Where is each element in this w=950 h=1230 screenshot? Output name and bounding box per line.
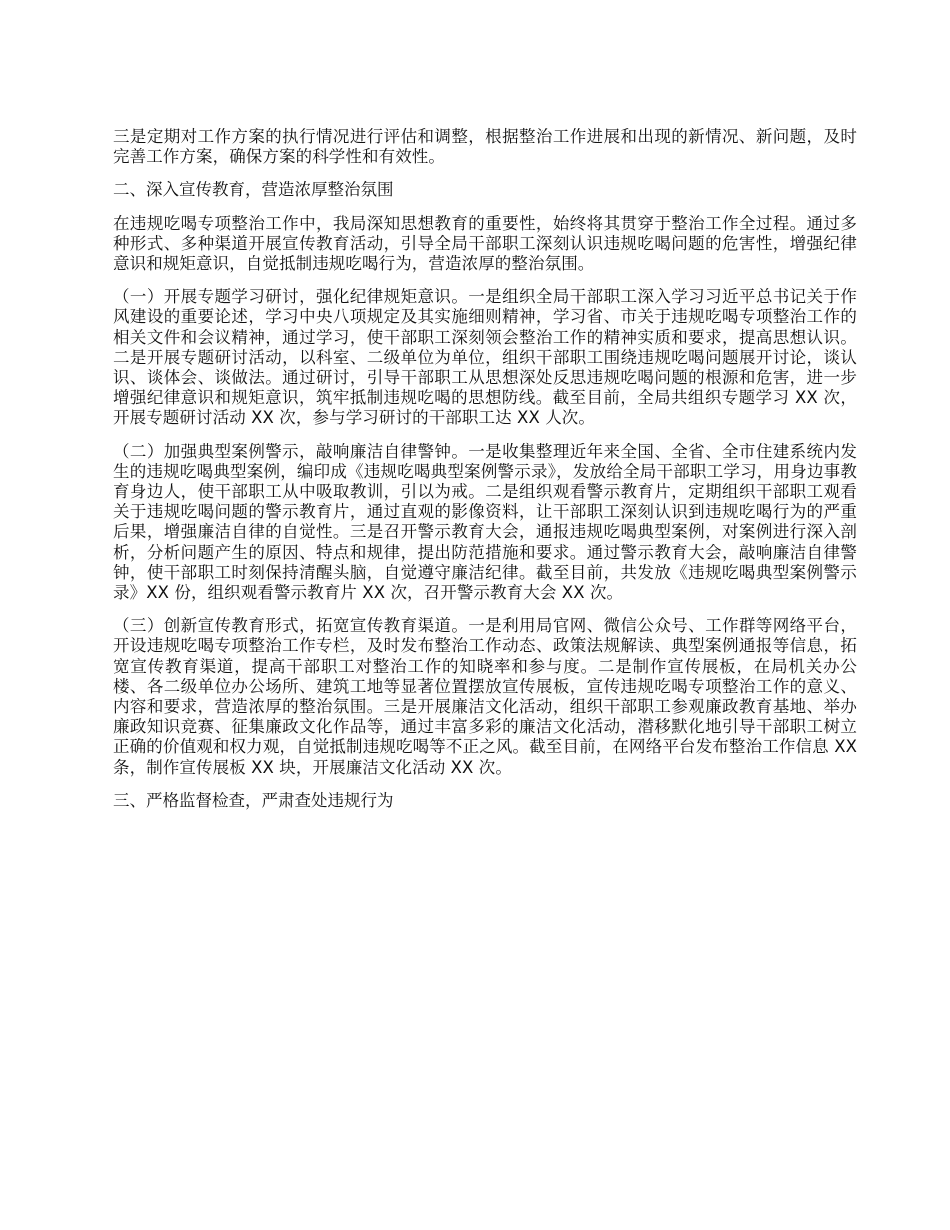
document-page xyxy=(113,127,857,824)
paragraph-study-seminar: （一）开展专题学习研讨，强化纪律规矩意识。一是组织全局干部职工深入学习习近平总书记关于作风建设的重要论述，学习中央八项规定及其实施细则精神，学习省、市关于违规吃喝专项整治工作的相关文件和会议精神，通过学习，使干部职工深刻领会整治工作的精神实质和要求，提高思想认识。二是开展专题研讨活动，以科室、二级单位为单位，组织干部职工围绕违规吃喝问题展开讨论，谈认识、谈体会、谈做法。通过研讨，引导干部职工从思想深处反思违规吃喝问题的根源和危害，进一步增强纪律意识和规矩意识，筑牢抵制违规吃喝的思想防线。截至目前，全局共组织专题学习 XX 次，开展专题研讨活动 XX 次，参与学习研讨的干部职工达 XX 人次。 xyxy=(113,287,857,428)
section-heading-supervision: 三、严格监督检查，严肃查处违规行为 xyxy=(113,790,394,810)
paragraph-plan-evaluation: 三是定期对工作方案的执行情况进行评估和调整，根据整治工作进展和出现的新情况、新问题，及时完善工作方案，确保方案的科学性和有效性。 xyxy=(113,127,857,167)
paragraph-education-intro: 在违规吃喝专项整治工作中，我局深知思想教育的重要性，始终将其贯穿于整治工作全过程。通过多种形式、多种渠道开展宣传教育活动，引导全局干部职工深刻认识违规吃喝问题的危害性，增强纪律意识和规矩意识，自觉抵制违规吃喝行为，营造浓厚的整治氛围。 xyxy=(113,213,857,274)
paragraph-case-warning: （二）加强典型案例警示，敲响廉洁自律警钟。一是收集整理近年来全国、全省、全市住建系统内发生的违规吃喝典型案例，编印成《违规吃喝典型案例警示录》，发放给全局干部职工学习，用身边事教育身边人，使干部职工从中吸取教训，引以为戒。二是组织观看警示教育片，定期组织干部职工观看关于违规吃喝问题的警示教育片，通过直观的影像资料，让干部职工深刻认识到违规吃喝行为的严重后果，增强廉洁自律的自觉性。三是召开警示教育大会，通报违规吃喝典型案例，对案例进行深入剖析，分析问题产生的原因、特点和规律，提出防范措施和要求。通过警示教育大会，敲响廉洁自律警钟，使干部职工时刻保持清醒头脑，自觉遵守廉洁纪律。截至目前，共发放《违规吃喝典型案例警示录》XX 份，组织观看警示教育片 XX 次，召开警示教育大会 XX 次。 xyxy=(113,441,857,603)
section-heading-education: 二、深入宣传教育，营造浓厚整治氛围 xyxy=(113,180,394,200)
paragraph-publicity-channels: （三）创新宣传教育形式，拓宽宣传教育渠道。一是利用局官网、微信公众号、工作群等网络平台，开设违规吃喝专项整治工作专栏，及时发布整治工作动态、政策法规解读、典型案例通报等信息，拓宽宣传教育渠道，提高干部职工对整治工作的知晓率和参与度。二是制作宣传展板，在局机关办公楼、各二级单位办公场所、建筑工地等显著位置摆放宣传展板，宣传违规吃喝专项整治工作的意义、内容和要求，营造浓厚的整治氛围。三是开展廉洁文化活动，组织干部职工参观廉政教育基地、举办廉政知识竞赛、征集廉政文化作品等，通过丰富多彩的廉洁文化活动，潜移默化地引导干部职工树立正确的价值观和权力观，自觉抵制违规吃喝等不正之风。截至目前，在网络平台发布整治工作信息 XX 条，制作宣传展板 XX 块，开展廉洁文化活动 XX 次。 xyxy=(113,616,857,777)
